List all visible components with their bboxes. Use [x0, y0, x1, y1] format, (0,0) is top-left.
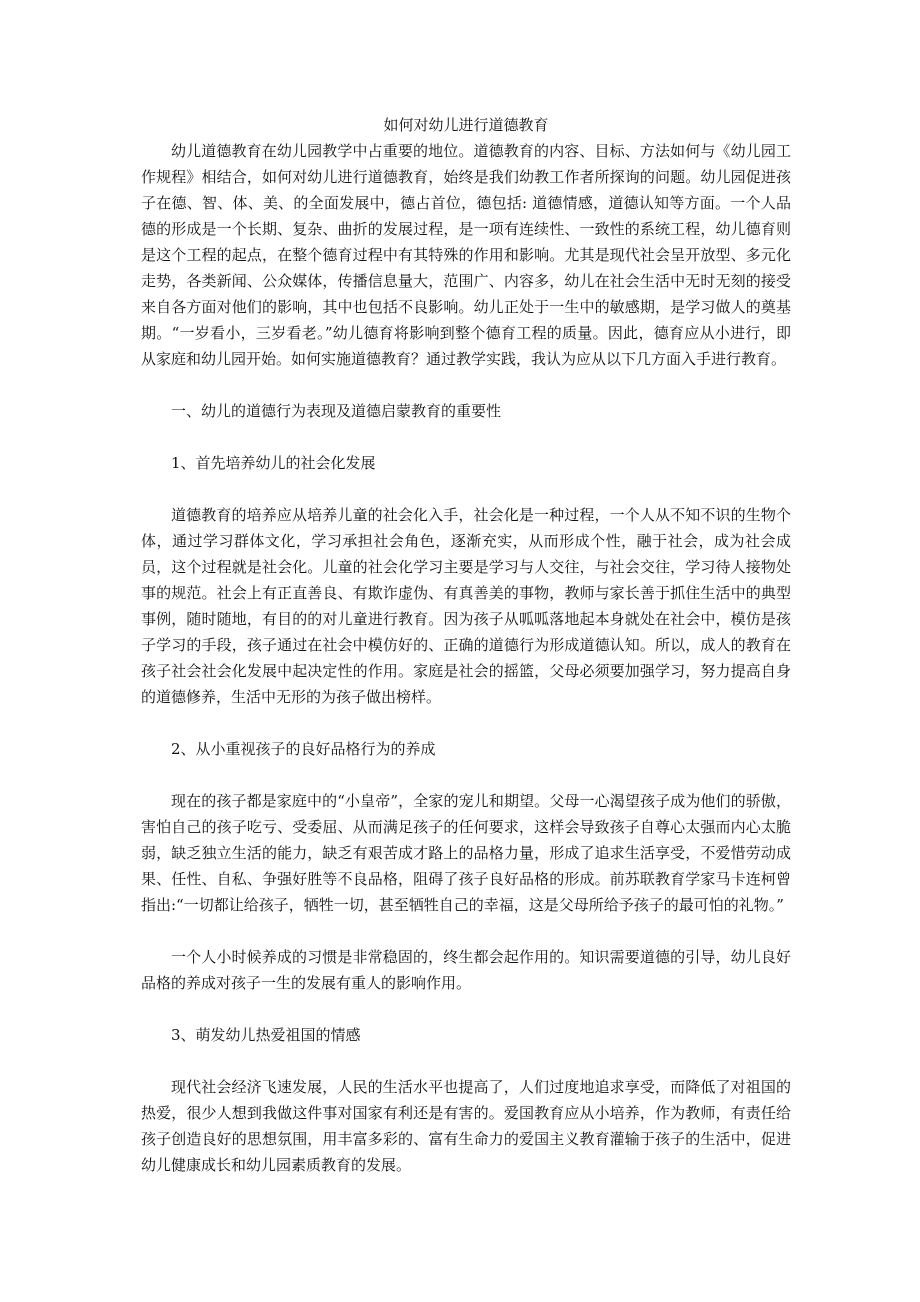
subsection-2-paragraph-1: 现在的孩子都是家庭中的“小皇帝”，全家的宠儿和期望。父母一心渴望孩子成为他们的骄傲，害怕自己的孩子吃亏、受委屈、从而满足孩子的任何要求，这样会导致孩子自尊心太强而内心太脆弱，缺乏独立生活的能力，缺乏有艰苦成才路上的品格力量，形成了追求生活享受，不爱惜劳动成果、任性、自私、争强好胜等不良品格，阻碍了孩子良好品格的形成。前苏联教育学家马卡连柯曾指出:“一切都让给孩子，牺牲一切，甚至牺牲自己的幸福，这是父母所给予孩子的最可怕的礼物。”	[141, 792, 791, 914]
subsection-2-paragraph-2: 一个人小时候养成的习惯是非常稳固的，终生都会起作用的。知识需要道德的引导，幼儿良好品格的养成对孩子一生的发展有重人的影响作用。	[141, 948, 791, 992]
intro-paragraph: 幼儿道德教育在幼儿园教学中占重要的地位。道德教育的内容、目标、方法如何与《幼儿园工作规程》相结合，如何对幼儿进行道德教育，始终是我们幼教工作者所探询的问题。幼儿园促进孩子在德、智、体、美、的全面发展中，德占首位，德包括: 道德情感，道德认知等方面。一个人品德的形成是一个长期、复杂、曲折的发展过程，是一项有连续性、一致性的系统工程，幼儿德育则是这个工程的起点，在整个德育过程中有其特殊的作用和影响。尤其是现代社会呈开放型、多元化走势，各类新闻、公众媒体，传播信息量大，范围广、内容多，幼儿在社会生活中无时无刻的接受来自各方面对他们的影响，其中也包括不良影响。幼儿正处于一生中的敏感期，是学习做人的奠基期。“一岁看小，三岁看老。”幼儿德育将影响到整个德育工程的质量。因此，德育应从小进行，即从家庭和幼儿园开始。如何实施道德教育？通过教学实践，我认为应从以下几方面入手进行教育。	[141, 142, 791, 368]
document-body	[141, 112, 791, 1178]
subsection-1-paragraph: 道德教育的培养应从培养儿童的社会化入手，社会化是一种过程，一个人从不知不识的生物个体，通过学习群体文化，学习承担社会角色，逐渐充实，从而形成个性，融于社会，成为社会成员，这个过程就是社会化。儿童的社会化学习主要是学习与人交往，与社会交往，学习待人接物处事的规范。社会上有正直善良、有欺诈虚伪、有真善美的事物，教师与家长善于抓住生活中的典型事例，随时随地，有目的的对儿童进行教育。因为孩子从呱呱落地起本身就处在社会中，模仿是孩子学习的手段，孩子通过在社会中模仿好的、正确的道德行为形成道德认知。所以，成人的教育在孩子社会社会化发展中起决定性的作用。家庭是社会的摇篮，父母必须要加强学习，努力提高自身的道德修养，生活中无形的为孩子做出榜样。	[141, 506, 791, 706]
section-heading-1: 一、幼儿的道德行为表现及道德启蒙教育的重要性	[171, 402, 502, 420]
subsection-heading-2: 2、从小重视孩子的良好品格行为的养成	[171, 740, 436, 758]
subsection-heading-3: 3、萌发幼儿热爱祖国的情感	[171, 1026, 361, 1044]
subsection-heading-1: 1、首先培养幼儿的社会化发展	[171, 454, 376, 472]
document-title: 如何对幼儿进行道德教育	[383, 116, 549, 134]
subsection-3-paragraph: 现代社会经济飞速发展，人民的生活水平也提高了，人们过度地追求享受，而降低了对祖国的热爱，很少人想到我做这件事对国家有利还是有害的。爱国教育应从小培养，作为教师，有责任给孩子创造良好的思想氛围，用丰富多彩的、富有生命力的爱国主义教育灌输于孩子的生活中，促进幼儿健康成长和幼儿园素质教育的发展。	[141, 1078, 791, 1174]
